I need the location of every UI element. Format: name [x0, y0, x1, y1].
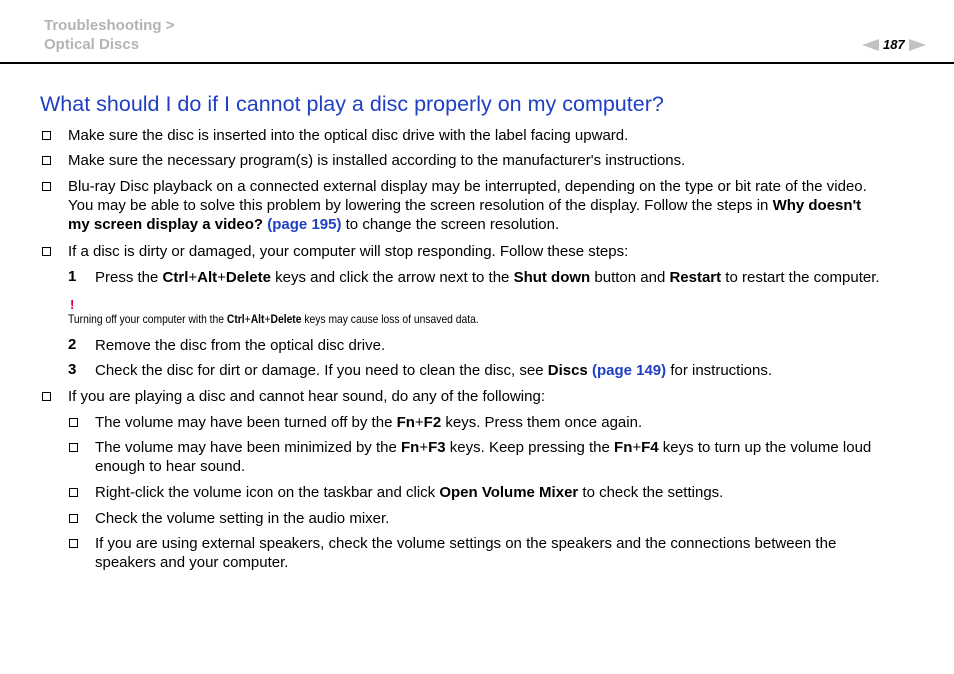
- sub-list-item: [95, 438, 871, 457]
- page-149-link[interactable]: (page 149): [591, 362, 667, 379]
- restart-label: Restart: [669, 269, 722, 286]
- plus: +: [632, 439, 642, 456]
- open-volume-mixer-label: Open Volume Mixer: [439, 484, 579, 501]
- list-item: Make sure the necessary program(s) is installed according to the manufacturer's instructions.: [68, 152, 686, 169]
- text: The volume may have been minimized by the: [95, 439, 401, 456]
- bullet-box-icon: [42, 392, 51, 401]
- warning-icon: !: [70, 297, 75, 312]
- text: to change the screen resolution.: [341, 216, 560, 233]
- text: keys and click the arrow next to the: [270, 269, 514, 286]
- topic-title: Why doesn't: [772, 197, 862, 214]
- sub-list-item-line: enough to hear sound.: [95, 458, 246, 475]
- step-text: Remove the disc from the optical disc drive.: [95, 337, 386, 354]
- page-195-link[interactable]: (page 195): [267, 216, 342, 233]
- bullet-box-icon: [42, 182, 51, 191]
- key-fn: Fn: [614, 439, 633, 456]
- step-text: [95, 268, 880, 287]
- bullet-box-icon: [69, 488, 78, 497]
- breadcrumb-current[interactable]: Optical Discs: [44, 36, 140, 53]
- text: Press the: [95, 269, 163, 286]
- list-item: Make sure the disc is inserted into the optical disc drive with the label facing upward.: [68, 127, 629, 144]
- page-title: What should I do if I cannot play a disc properly on my computer?: [40, 92, 664, 116]
- step-number: 3: [68, 361, 77, 378]
- sub-list-item-line: speakers and your computer.: [95, 554, 289, 571]
- warning-note: [68, 312, 479, 326]
- plus: +: [419, 439, 429, 456]
- shut-down-label: Shut down: [513, 269, 591, 286]
- next-page-arrow-icon[interactable]: [909, 39, 926, 51]
- key-ctrl: Ctrl: [162, 269, 189, 286]
- breadcrumb-parent[interactable]: Troubleshooting >: [44, 17, 175, 34]
- text: keys may cause loss of unsaved data.: [301, 312, 479, 326]
- step-text: [95, 361, 772, 380]
- text: You may be able to solve this problem by lowering the screen resolution of the display. Follow the steps in: [68, 197, 773, 214]
- text: Check the disc for dirt or damage. If you need to clean the disc, see: [95, 362, 548, 379]
- list-item: Blu-ray Disc playback on a connected external display may be interrupted, depending on the type or bit rate of the video.: [68, 178, 867, 195]
- key-fn: Fn: [396, 414, 415, 431]
- text: to restart the computer.: [721, 269, 880, 286]
- plus: +: [217, 269, 226, 286]
- list-item: If a disc is dirty or damaged, your computer will stop responding. Follow these steps:: [68, 243, 629, 260]
- key-delete: Delete: [225, 269, 271, 286]
- step-number: 2: [68, 336, 77, 353]
- key-f3: F3: [428, 439, 446, 456]
- sub-list-item: Check the volume setting in the audio mixer.: [95, 510, 390, 527]
- key-fn: Fn: [400, 439, 420, 456]
- list-item: If you are playing a disc and cannot hear sound, do any of the following:: [68, 388, 545, 405]
- bullet-box-icon: [42, 131, 51, 140]
- step-number: 1: [68, 268, 77, 285]
- key-alt: Alt: [250, 312, 265, 326]
- text: The volume may have been turned off by the: [95, 414, 397, 431]
- key-ctrl: Ctrl: [226, 312, 245, 326]
- text: keys. Keep pressing the: [445, 439, 615, 456]
- previous-page-arrow-icon[interactable]: [862, 39, 879, 51]
- bullet-box-icon: [69, 418, 78, 427]
- topic-title: Discs: [547, 362, 588, 379]
- text: for instructions.: [666, 362, 773, 379]
- plus: +: [188, 269, 198, 286]
- key-alt: Alt: [197, 269, 218, 286]
- plus: +: [264, 312, 271, 326]
- key-f2: F2: [423, 414, 442, 431]
- bullet-box-icon: [42, 247, 51, 256]
- sub-list-item: [95, 483, 723, 502]
- page-navigator: [862, 37, 926, 52]
- key-delete: Delete: [270, 312, 302, 326]
- bullet-box-icon: [42, 156, 51, 165]
- bullet-box-icon: [69, 514, 78, 523]
- plus: +: [244, 312, 251, 326]
- header-divider: [0, 62, 954, 64]
- list-item-line: [68, 196, 861, 215]
- list-item-line: [68, 215, 559, 234]
- text: Right-click the volume icon on the taskbar and click: [95, 484, 440, 501]
- text: Turning off your computer with the: [68, 312, 227, 326]
- plus: +: [414, 414, 424, 431]
- key-f4: F4: [641, 439, 659, 456]
- sub-list-item: [95, 413, 642, 432]
- text: button and: [590, 269, 670, 286]
- bullet-box-icon: [69, 539, 78, 548]
- bullet-box-icon: [69, 443, 78, 452]
- topic-title: my screen display a video?: [68, 216, 264, 233]
- text: keys. Press them once again.: [441, 414, 643, 431]
- page-number: 187: [883, 37, 905, 52]
- sub-list-item: If you are using external speakers, check the volume settings on the speakers and the connections between the: [95, 535, 837, 552]
- text: to check the settings.: [578, 484, 724, 501]
- text: keys to turn up the volume loud: [658, 439, 872, 456]
